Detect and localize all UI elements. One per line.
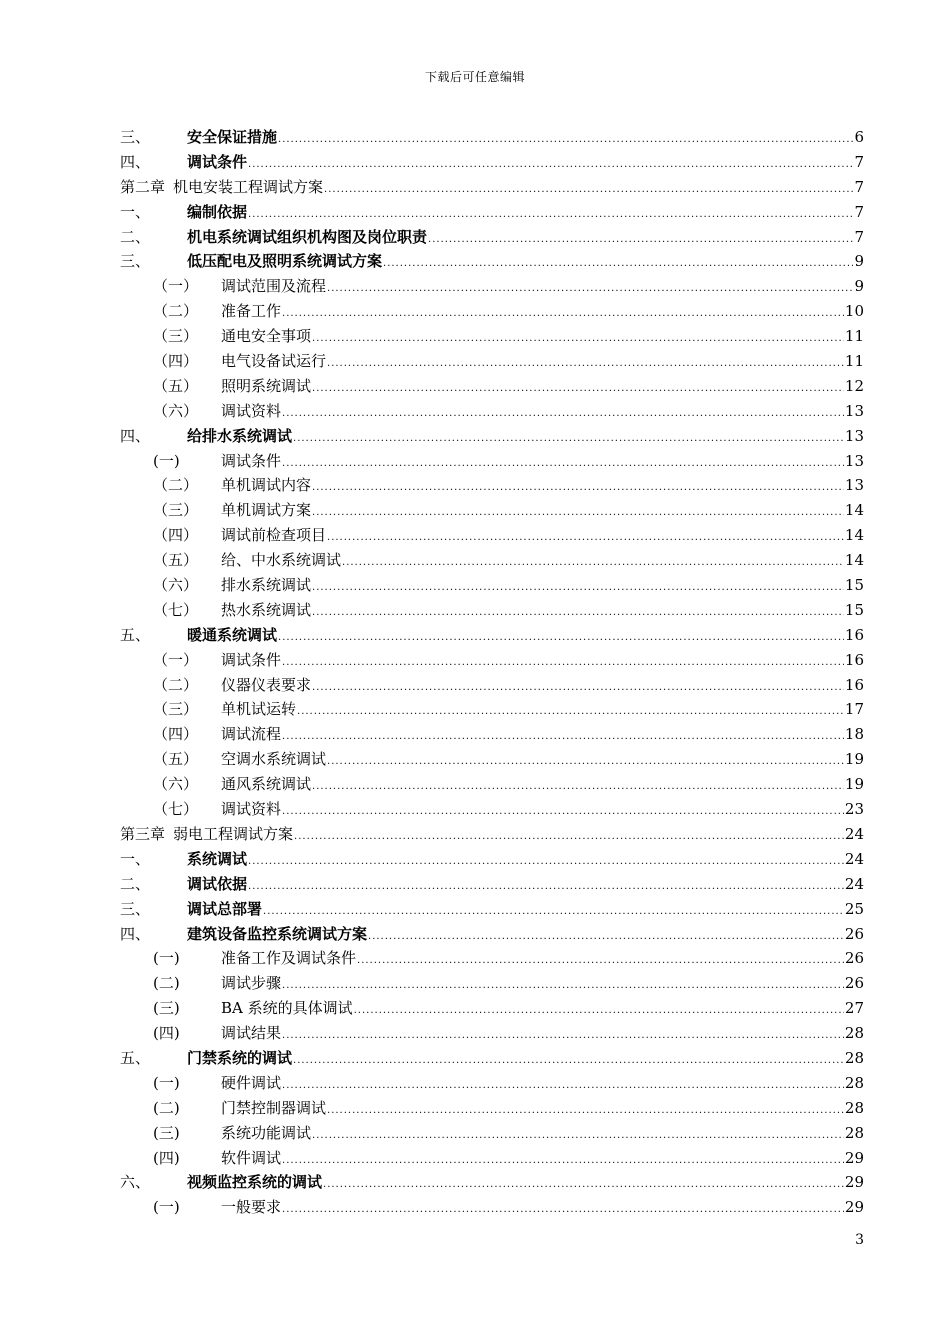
- toc-entry-title: 软件调试: [221, 1148, 282, 1167]
- toc-entry-number: 五、: [120, 625, 151, 644]
- toc-entry-page: 7: [854, 177, 864, 196]
- toc-entry-page: 6: [854, 128, 864, 146]
- toc-entry-page: 23: [844, 800, 864, 819]
- toc-entry-title: 单机调试内容: [221, 476, 312, 495]
- toc-entry-page: 14: [844, 551, 864, 570]
- toc-entry-number: (四): [153, 1024, 180, 1043]
- toc-entry-page: 9: [854, 252, 864, 271]
- toc-entry[interactable]: [120, 1096, 864, 1121]
- toc-entry[interactable]: [120, 299, 864, 324]
- page-header: 下载后可任意编辑: [424, 70, 525, 84]
- toc-entry-title: 调试资料: [221, 800, 282, 819]
- toc-entry-number: （五）: [153, 376, 199, 395]
- toc-entry-title: 调试总部署: [187, 899, 263, 918]
- toc-entry-title: 弱电工程调试方案: [173, 824, 294, 843]
- toc-dot-leader: [282, 1198, 844, 1223]
- toc-entry-page: 28: [844, 1073, 864, 1092]
- toc-entry-title: 准备工作及调试条件: [221, 949, 357, 968]
- toc-entry[interactable]: [120, 125, 864, 150]
- toc-entry-page: 19: [844, 775, 864, 794]
- toc-entry-number: （三）: [153, 501, 199, 520]
- toc-entry-page: 11: [844, 352, 864, 371]
- toc-entry-number: （三）: [153, 700, 199, 719]
- toc-entry-page: 24: [844, 874, 864, 893]
- toc-entry-page: 14: [844, 501, 864, 520]
- toc-entry-page: 26: [844, 949, 864, 968]
- toc-entry-number: 第二章: [120, 177, 166, 196]
- toc-entry[interactable]: [120, 673, 864, 698]
- toc-entry-page: 13: [844, 401, 864, 420]
- toc-entry-title: 调试流程: [221, 725, 282, 744]
- toc-entry-page: 16: [844, 675, 864, 694]
- toc-entry[interactable]: [120, 747, 864, 772]
- toc-entry[interactable]: [120, 822, 864, 847]
- toc-entry[interactable]: [120, 971, 864, 996]
- toc-entry-title: 调试条件: [221, 451, 282, 470]
- toc-entry-number: (一): [153, 949, 180, 968]
- toc-entry-title: 通风系统调试: [221, 775, 312, 794]
- toc-entry[interactable]: [120, 697, 864, 722]
- toc-entry[interactable]: [120, 573, 864, 598]
- toc-entry[interactable]: [120, 424, 864, 449]
- toc-entry-page: 16: [844, 625, 864, 644]
- toc-entry-number: （三）: [153, 327, 199, 346]
- toc-entry-page: 7: [854, 227, 864, 246]
- toc-entry[interactable]: [120, 523, 864, 548]
- toc-entry-title: 一般要求: [221, 1198, 282, 1217]
- toc-entry-title: 视频监控系统的调试: [187, 1173, 323, 1192]
- toc-entry[interactable]: [120, 648, 864, 673]
- toc-entry-page: 29: [844, 1173, 864, 1192]
- toc-entry[interactable]: [120, 249, 864, 274]
- toc-entry-number: 二、: [120, 227, 151, 246]
- toc-entry-title: BA 系统的具体调试: [221, 999, 353, 1018]
- toc-entry-page: 28: [844, 1024, 864, 1043]
- toc-entry-page: 28: [844, 1048, 864, 1067]
- toc-entry-number: 五、: [120, 1048, 151, 1067]
- toc-entry[interactable]: [120, 399, 864, 424]
- toc-entry-title: 热水系统调试: [221, 600, 312, 619]
- toc-entry[interactable]: [120, 772, 864, 797]
- toc-entry[interactable]: [120, 349, 864, 374]
- toc-entry-page: 14: [844, 526, 864, 545]
- toc-entry-number: 一、: [120, 849, 151, 868]
- toc-entry[interactable]: [120, 1071, 864, 1096]
- toc-entry-number: 二、: [120, 874, 151, 893]
- toc-entry-title: 调试范围及流程: [221, 277, 327, 296]
- toc-entry-page: 18: [844, 725, 864, 744]
- toc-entry-page: 7: [854, 202, 864, 221]
- toc-entry-title: 调试前检查项目: [221, 526, 327, 545]
- toc-entry-page: 28: [844, 1123, 864, 1142]
- toc-entry[interactable]: [120, 598, 864, 623]
- toc-entry-title: 照明系统调试: [221, 376, 312, 395]
- toc-entry-title: 调试结果: [221, 1024, 282, 1043]
- toc-entry-number: (四): [153, 1148, 180, 1167]
- toc-entry-page: 29: [844, 1198, 864, 1217]
- toc-entry-page: 24: [844, 849, 864, 868]
- toc-entry-number: （六）: [153, 775, 199, 794]
- toc-entry-number: 一、: [120, 202, 151, 221]
- toc-entry-number: (二): [153, 1098, 180, 1117]
- toc-entry[interactable]: [120, 150, 864, 175]
- toc-entry-number: （五）: [153, 750, 199, 769]
- toc-entry-number: （四）: [153, 352, 199, 371]
- table-of-contents: [120, 125, 864, 1220]
- toc-entry-number: 四、: [120, 152, 151, 171]
- toc-entry-title: 调试条件: [221, 650, 282, 669]
- toc-entry-number: 三、: [120, 128, 151, 146]
- toc-entry-page: 12: [844, 376, 864, 395]
- toc-entry-title: 系统功能调试: [221, 1123, 312, 1142]
- toc-entry[interactable]: [120, 225, 864, 250]
- toc-entry-title: 硬件调试: [221, 1073, 282, 1092]
- toc-entry-title: 通电安全事项: [221, 327, 312, 346]
- toc-entry-page: 28: [844, 1098, 864, 1117]
- toc-entry[interactable]: [120, 1046, 864, 1071]
- toc-entry-title: 编制依据: [187, 202, 248, 221]
- toc-entry[interactable]: [120, 946, 864, 971]
- toc-entry-page: 15: [844, 576, 864, 595]
- toc-entry-number: (一): [153, 1073, 180, 1092]
- toc-entry[interactable]: [120, 473, 864, 498]
- toc-entry-title: 调试依据: [187, 874, 248, 893]
- toc-entry-title: 低压配电及照明系统调试方案: [187, 252, 383, 271]
- toc-entry-page: 11: [844, 327, 864, 346]
- toc-entry[interactable]: [120, 847, 864, 872]
- toc-entry-number: （一）: [153, 650, 199, 669]
- toc-entry-title: 调试条件: [187, 152, 248, 171]
- toc-entry-number: 三、: [120, 252, 151, 271]
- toc-entry-number: (三): [153, 999, 180, 1018]
- toc-entry-number: 第三章: [120, 824, 166, 843]
- toc-entry[interactable]: [120, 1121, 864, 1146]
- toc-entry-title: 系统调试: [187, 849, 248, 868]
- toc-entry-number: （六）: [153, 576, 199, 595]
- toc-entry[interactable]: [120, 897, 864, 922]
- toc-entry-page: 10: [844, 302, 864, 321]
- toc-entry-number: （四）: [153, 526, 199, 545]
- toc-entry-page: 26: [844, 924, 864, 943]
- toc-entry-title: 给、中水系统调试: [221, 551, 342, 570]
- toc-entry-title: 空调水系统调试: [221, 750, 327, 769]
- toc-entry-number: 三、: [120, 899, 151, 918]
- toc-entry-title: 单机调试方案: [221, 501, 312, 520]
- toc-entry-title: 机电安装工程调试方案: [173, 177, 324, 196]
- toc-entry-number: (二): [153, 974, 180, 993]
- toc-entry-page: 13: [844, 476, 864, 495]
- toc-entry-number: （五）: [153, 551, 199, 570]
- page-number: 3: [855, 1232, 864, 1248]
- toc-entry-page: 7: [854, 152, 864, 171]
- toc-entry-title: 给排水系统调试: [187, 426, 293, 445]
- toc-entry[interactable]: [120, 996, 864, 1021]
- toc-entry-title: 单机试运转: [221, 700, 297, 719]
- toc-entry-page: 24: [844, 824, 864, 843]
- toc-entry-title: 门禁系统的调试: [187, 1048, 293, 1067]
- toc-entry[interactable]: [120, 1170, 864, 1195]
- toc-entry-page: 25: [844, 899, 864, 918]
- toc-entry-page: 13: [844, 426, 864, 445]
- toc-entry-number: （四）: [153, 725, 199, 744]
- toc-entry[interactable]: [120, 200, 864, 225]
- toc-entry-page: 26: [844, 974, 864, 993]
- toc-entry-title: 调试步骤: [221, 974, 282, 993]
- toc-entry-title: 建筑设备监控系统调试方案: [187, 924, 368, 943]
- toc-entry[interactable]: [120, 922, 864, 947]
- toc-entry-number: 四、: [120, 426, 151, 445]
- toc-entry-page: 19: [844, 750, 864, 769]
- toc-entry-page: 17: [844, 700, 864, 719]
- toc-entry-number: 四、: [120, 924, 151, 943]
- toc-entry[interactable]: [120, 374, 864, 399]
- toc-entry-title: 安全保证措施: [187, 128, 278, 146]
- toc-entry-title: 电气设备试运行: [221, 352, 327, 371]
- toc-entry[interactable]: [120, 274, 864, 299]
- toc-entry-title: 机电系统调试组织机构图及岗位职责: [187, 227, 428, 246]
- toc-entry[interactable]: [120, 449, 864, 474]
- toc-entry-title: 门禁控制器调试: [221, 1098, 327, 1117]
- toc-entry-page: 9: [854, 277, 864, 296]
- toc-entry-number: (一): [153, 1198, 180, 1217]
- toc-entry-number: （六）: [153, 401, 199, 420]
- toc-entry-title: 排水系统调试: [221, 576, 312, 595]
- toc-entry-page: 13: [844, 451, 864, 470]
- toc-entry-page: 16: [844, 650, 864, 669]
- toc-entry-number: （二）: [153, 675, 199, 694]
- toc-entry-number: 六、: [120, 1173, 151, 1192]
- toc-entry-number: （七）: [153, 600, 199, 619]
- toc-entry[interactable]: [120, 1195, 864, 1220]
- toc-entry-title: 仪器仪表要求: [221, 675, 312, 694]
- toc-entry-number: (一): [153, 451, 180, 470]
- toc-entry-page: 15: [844, 600, 864, 619]
- toc-entry[interactable]: [120, 722, 864, 747]
- toc-entry-title: 准备工作: [221, 302, 282, 321]
- toc-entry[interactable]: [120, 1146, 864, 1171]
- toc-entry[interactable]: [120, 498, 864, 523]
- toc-entry[interactable]: [120, 623, 864, 648]
- toc-entry[interactable]: [120, 1021, 864, 1046]
- toc-entry[interactable]: [120, 872, 864, 897]
- toc-entry[interactable]: [120, 324, 864, 349]
- toc-entry-number: (三): [153, 1123, 180, 1142]
- toc-entry-number: （二）: [153, 476, 199, 495]
- toc-entry-title: 调试资料: [221, 401, 282, 420]
- toc-entry-number: （一）: [153, 277, 199, 296]
- toc-entry[interactable]: [120, 175, 864, 200]
- toc-entry[interactable]: [120, 797, 864, 822]
- toc-entry-page: 29: [844, 1148, 864, 1167]
- toc-entry-number: （二）: [153, 302, 199, 321]
- toc-entry-title: 暖通系统调试: [187, 625, 278, 644]
- toc-entry-number: （七）: [153, 800, 199, 819]
- toc-entry[interactable]: [120, 548, 864, 573]
- toc-entry-page: 27: [844, 999, 864, 1018]
